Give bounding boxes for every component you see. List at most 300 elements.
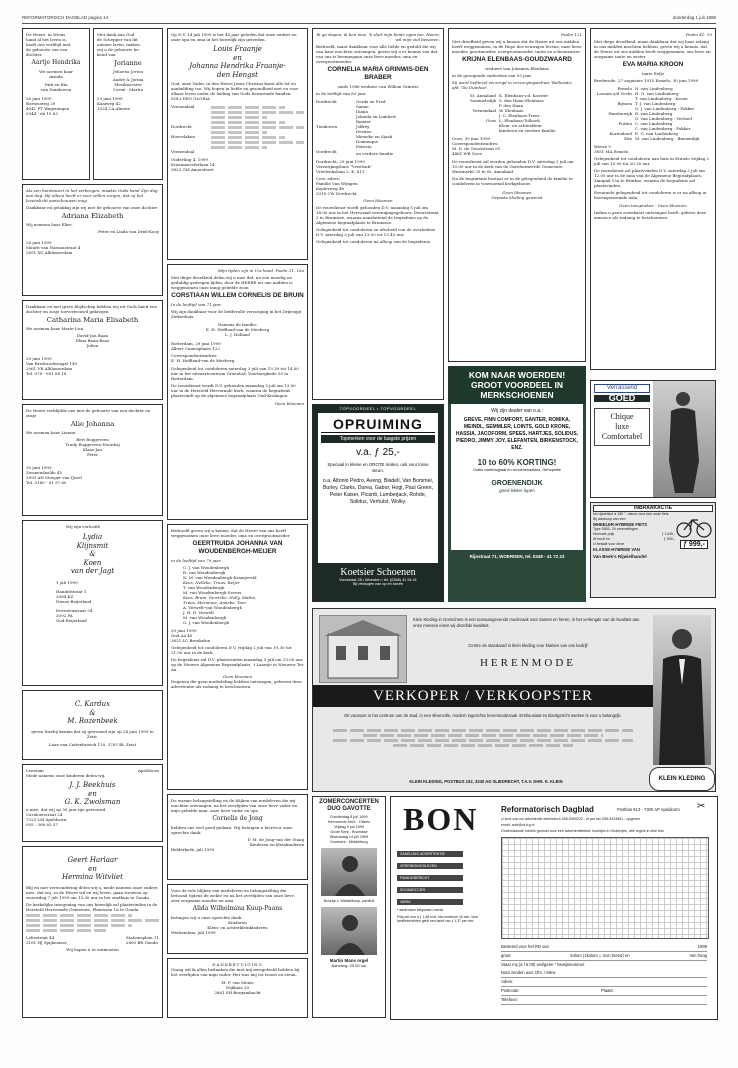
engagement-notice xyxy=(22,520,163,686)
place: Hoevelaken xyxy=(171,134,195,139)
age: In de leeftijd van 71 jaar. xyxy=(171,302,222,307)
places xyxy=(452,93,499,133)
field-size[interactable] xyxy=(501,952,707,961)
family-line: Klein- en achterkleinkinderen xyxy=(207,925,268,930)
names xyxy=(211,104,304,154)
category-option[interactable]: VARIA xyxy=(397,899,463,905)
service-info: De begrafenis zal D.V. plaatsvinden maandag 5 juli om 13.00 uur op de Nieuwe Algemene Begraafplaats, 't Laantje in Nieuwer Ter Aa. xyxy=(171,657,304,672)
parent-line: David-Jan Baan xyxy=(76,333,109,338)
ad-bike-shop xyxy=(590,502,716,598)
dates: Brederode, 27 augustus 1915 Ermelo, 30 juni 1999 xyxy=(594,78,699,83)
date: 28 juni 1999 xyxy=(26,96,52,101)
address-line: 1324 CA Almere xyxy=(97,106,131,111)
family-line: Truus, Marianne, Anneke, Tom xyxy=(183,600,246,605)
place: Veenendaal xyxy=(171,104,195,109)
address-line: 055 - 366 65 37 xyxy=(26,821,58,827)
wedding-notice-harlaar xyxy=(22,846,163,1018)
names xyxy=(635,86,712,141)
address-line: 3851 MA Ermelo xyxy=(594,149,629,154)
text-line xyxy=(211,131,267,134)
condolence-info-2: Eventuele gelegenheid tot condoleren is er na afloop in bovengenoemde aula. xyxy=(594,190,707,200)
place: Tienhoven xyxy=(316,124,338,129)
paper-name: Reformatorisch Dagblad xyxy=(501,805,594,814)
call-name: Wij noemen haar Elise. xyxy=(26,222,73,227)
field-suffix: 1999 xyxy=(697,944,707,949)
field-date[interactable] xyxy=(501,943,707,952)
date: Goes, 30 juni 1999 xyxy=(452,136,491,141)
ad-line: KLASSE-HYBRIDE VAN xyxy=(593,547,640,553)
notice-text: Indien u geen rouwkaart ontvangen heeft, gelieve deze annonce als zodanig te beschouwen. xyxy=(594,210,707,220)
ad-line: Nu rijwielslot á 150 "- nieuw voor een oude fiets xyxy=(593,512,669,517)
performer-photo xyxy=(321,848,377,896)
corr-line: M. D. de Grootstraat 61 xyxy=(452,146,501,151)
body-text: Graag wil ik allen bedanken die met mij meegeleefd hebben bij het overlijden van mijn vader. Het was mij tot troost en steun. xyxy=(171,967,300,977)
family-line: G. van Lindenberg - Verhoef xyxy=(635,116,693,121)
ampersand: & xyxy=(89,708,96,717)
store-address: Voorstraat 28 • Woerden • tel. (0348) 41 54 41 xyxy=(339,578,417,582)
intro-text: Klein Kleding in Gorinchem is een toonaangevende modezaak voor dames en heren, in het verlengde van de kwaliteit aan onze mensen eisen wij dezelfde kwaliteit. xyxy=(413,617,640,628)
address-line: Handelstraat 1 xyxy=(56,588,87,594)
names xyxy=(499,93,582,133)
name-3: den Hengst xyxy=(217,70,258,79)
announcement: Blij en met verwondering delen wij u, mede namens onze ouders mee, dat wij, zo de Heere wil en wij leven, gaan trouwen op woensdag 7 juli 1999 om 13.30 uur in het stadhuis te Gouda. xyxy=(26,884,158,900)
family-line: T. van Lindenberg - Kroon xyxy=(635,96,688,101)
parent-line: Klaas-Jan xyxy=(82,447,102,452)
ad-title: ZOMERCONCERTEN DUO GAVOTTE xyxy=(319,799,379,812)
date: 30 juni 1999 xyxy=(26,465,52,470)
age: in de leeftijd van 79 jaar. xyxy=(171,558,222,563)
field-suffix: mm hoog xyxy=(689,953,707,958)
price-value: ƒ 1449,- xyxy=(661,532,675,537)
family-line: C. van Lindenberg xyxy=(635,121,673,126)
field-postcode[interactable] xyxy=(501,987,707,996)
start-time: Aanvang: 20.00 uur xyxy=(331,963,367,969)
corr-line: 3318 CW Dordrecht xyxy=(316,191,357,196)
conjunction: en xyxy=(233,53,242,62)
title: DANKBETUIGING xyxy=(212,962,263,967)
family-line: J. H. D. Verwelt xyxy=(183,610,214,615)
footer: Geen bloemen xyxy=(222,674,253,679)
person-silhouette-icon xyxy=(653,381,715,497)
store-photo xyxy=(319,615,407,683)
announcement: Dankbaar en met grote blijdschap hebben wij uit Gods hand een dochter en zusje toevertrouwd gekregen xyxy=(26,304,157,314)
vacancy-text: Dit vacature in het centrum van de stad, in een sfeervolle, modern ingerichte herenmodezaak. Enthousiast en klantgericht werken is voor u belangrijk. xyxy=(344,713,622,718)
intro-verse: Mijn tijden zijn in Uw hand. Psalm 31: 16a xyxy=(217,268,304,273)
category-option[interactable]: FAMILIEBERICHT xyxy=(397,875,463,881)
model-photo xyxy=(653,615,711,765)
parent-line: Julien xyxy=(86,343,99,348)
slogan-3: Comfortabel xyxy=(601,432,643,442)
store-address: Rijnstraat 71, WOERDEN, tel. 0348 - 41 72 23 xyxy=(469,554,565,559)
name-last: Klijnsmit xyxy=(76,541,109,550)
names xyxy=(356,99,440,156)
address-line: 3823 GM Amersfoort xyxy=(171,167,214,172)
slogan-2: luxe xyxy=(615,422,629,432)
concert-line: Koorkerk - Middelburg xyxy=(330,840,368,844)
family-line: Gerda en Fred xyxy=(356,99,386,104)
price-info: Prijs per mm à ƒ 1,68 excl. btw minimum 16 mm. Voor familieberichten geldt een tarief van ƒ 1,37 per mm. xyxy=(397,915,479,924)
vacancy-body xyxy=(333,727,633,749)
deceased-name: GEERTRUIDA JOHANNA VAN WOUDENBERGH-MEIJER xyxy=(192,540,283,555)
death-notice-de-bruin xyxy=(167,264,308,520)
place: Kortenhoef xyxy=(609,131,632,136)
announcement: Met diepe droefheid, maar dankbaar dat wij haar zolang in ons midden mochten hebben, geven wij u kennis, dat de Heere uit ons midden heeft weggenomen, ons lieve en zorgzame tante en zuster xyxy=(594,39,711,59)
service-info: De rouwdienst wordt gehouden D.V. maandag 5 juli om 14.00 uur in het Hervormd verenigingsgebouw, Dwarsstraat 3 te Bruinisse, waarna aansluitend de begrafenis op de Algemene begraafplaats te Bruinisse. xyxy=(316,205,439,225)
ad-koetsier-schoenen xyxy=(312,404,444,602)
family-line: Klein- en achterklein- xyxy=(499,123,543,128)
address-line: Albert Camusplaats 122 xyxy=(171,346,220,351)
text-line xyxy=(26,919,159,922)
footer: Geen bloemen xyxy=(502,190,532,195)
category-list xyxy=(397,849,493,923)
address-line: Leliestraat 44 xyxy=(26,934,55,940)
order-fields xyxy=(501,943,707,1005)
discount: 10 to 60% KORTING! xyxy=(477,458,557,467)
place: Ermelo xyxy=(617,86,632,91)
intro-verse: Ik ga slapen, ik ben moe, 'k sluit mijn beide ogen toe. Heere, wil mijn ziel bewaren. xyxy=(316,32,440,42)
text-line xyxy=(211,116,267,119)
conjunction: en xyxy=(88,864,97,873)
family-line: Reinier xyxy=(356,119,371,124)
footer: Geen bloemen xyxy=(274,401,304,406)
ad-slogan xyxy=(594,408,650,446)
family-line: Patricia xyxy=(356,144,372,149)
date: Dordrecht, 29 juni 1999 xyxy=(316,159,365,164)
address-line: 0344 - 66 15 83 xyxy=(26,111,58,116)
concert-line: Woensdag 14 juli 1999 xyxy=(329,835,369,839)
full-name: Johanna Jorina xyxy=(113,69,143,74)
place: Loenen a/d Vecht xyxy=(596,91,632,96)
places xyxy=(594,86,635,141)
small-print: Gratis voetfotograaf en schoenenadvies, Orthopedie xyxy=(472,468,562,472)
intro-line-3: nieuwe leven, maken xyxy=(97,42,140,47)
parents: Dirk en Ria xyxy=(44,82,68,87)
death-notice-kroon xyxy=(590,28,716,370)
announcement: Dankbaar en gelukkig zijn wij met de geboorte van onze dochter xyxy=(26,205,158,210)
field-address[interactable]: Adres: xyxy=(501,978,707,987)
address-line: 3084 KZ xyxy=(56,593,74,599)
ad-body xyxy=(451,404,583,550)
family-line: S. den Haan-Elenbaas xyxy=(499,98,544,103)
address-line: 2961 VR Alblasserdam xyxy=(26,366,73,371)
big-price: ƒ 999,- xyxy=(680,540,708,549)
family-line: E. H. Hoffland-van de Meeberg xyxy=(205,327,270,332)
family-line: Kinderen xyxy=(228,920,247,925)
place: Goes xyxy=(485,118,496,123)
price-value: ƒ 500,- xyxy=(663,537,675,542)
birth-notice-jorianne xyxy=(93,28,163,180)
birth-notice-alie xyxy=(22,404,163,516)
family-line: N. M. van Woudenbergh-Kraaijeveld xyxy=(183,575,257,580)
text-line xyxy=(211,111,304,114)
footer: Geen toespraken - Geen bloemen xyxy=(619,203,687,208)
family-line: Kees, Nelleke, Truus, Reijer xyxy=(183,580,240,585)
name-last-2: van der Jagt xyxy=(70,567,115,575)
slogan-1: Chique xyxy=(610,412,634,422)
headline-3: MERKSCHOENEN xyxy=(480,390,554,400)
call-name-intro: We noemen haar xyxy=(38,69,74,74)
place-left: Leersum xyxy=(26,768,44,773)
condolence-info: Gelegenheid tot condoleren aan huis in Ermelo vrijdag 2 juli van 19.00 tot 20.30 uur. xyxy=(594,156,710,166)
text-line xyxy=(211,121,285,124)
deceased-name: EVA MARIA KROON xyxy=(622,61,684,68)
date: Ouderling 4, 1999 xyxy=(171,157,208,162)
intro-verse: Psalm 41: 10 xyxy=(685,32,712,37)
name-2: Johanna Hendrika Fraanje- xyxy=(189,62,286,70)
announcement: Mede namens onze kinderen delen wij, xyxy=(26,773,106,778)
baby-name: Alie Johanna xyxy=(70,420,115,428)
text-line xyxy=(393,744,573,747)
family-line: Jolanda en Lambert xyxy=(356,114,396,119)
places xyxy=(171,104,211,154)
address-line: Stationsplein 11 xyxy=(125,934,159,940)
price-label: Af inruil en xyxy=(593,537,610,542)
address-line: Tel. 078 - 691 68 18 xyxy=(26,371,67,376)
family-line: M. van Woudenbergh xyxy=(183,615,227,620)
intro-line-2: de Schepper van dit xyxy=(97,37,138,42)
text-line xyxy=(211,136,285,139)
family-line: K. Elenbaas-v.d. Kooster xyxy=(499,93,549,98)
field-proof[interactable]: Staar mij (à f 5.00) wel/geen * bewijsnummer. xyxy=(501,962,586,967)
address-line: 3621 LC Breukelen xyxy=(171,638,211,643)
condolence-info: Na de begrafenis bestaat er in de gelegenheid de familie te condoleren in voornoemd kerkgebouw. xyxy=(452,176,573,186)
name-1: C. Kardux xyxy=(74,700,111,708)
date: 29 juni 1999 xyxy=(97,96,123,101)
store-footer: Bij verbogen van op en boven xyxy=(352,582,404,586)
baby-name: Jorianne xyxy=(114,59,142,67)
body-text: betuigen wij u onze oprechte dank. xyxy=(171,915,243,920)
ad-title: INBRAAKACTIE xyxy=(593,505,713,512)
call-name: Arinda xyxy=(49,74,63,79)
family-line: Namens de familie: xyxy=(217,322,258,327)
ad-verrassend-goed xyxy=(590,380,716,498)
family-line: Mieneke en Sjaak xyxy=(356,134,393,139)
deceased-name: KRIJNA ELENBAAS-GOUDZWAARD xyxy=(462,56,572,63)
text-line xyxy=(363,734,603,737)
corr-line: Correspondentieadres: xyxy=(452,141,499,146)
text-grid-input[interactable] xyxy=(501,837,709,939)
address-line: 2861 SH Bergambacht xyxy=(214,990,261,995)
announcement: Bedroefd geven wij u kennis, dat de Heere van ons heeft weggenomen onze lieve moeder, oma en overgrootmoeder xyxy=(171,528,290,538)
place: Hardenwijk xyxy=(608,111,632,116)
announcement: Met diepe droefheid delen wij u mee dat, na een moedig en geduldig gedragen lijden, door de HEERE uit ons midden is weggenomen onze innig geliefde zoon xyxy=(171,275,293,290)
call-name: We noemen haar Marie-Lisa. xyxy=(26,326,85,331)
call-name: We noemen haar Lianne. xyxy=(26,430,77,435)
address-line: Dijkhuis 10 xyxy=(226,985,249,990)
announcement-2: u mee, dat wij op 30 juni zijn getrouwd. xyxy=(26,806,107,812)
name-1: Louis Fraanje xyxy=(213,45,262,53)
place: Ede xyxy=(624,136,632,141)
place-right: Apeldoorn xyxy=(138,768,159,773)
deceased-name: CORNELIA MARIA GRINWIS-DEN BRABER xyxy=(327,66,429,81)
family-line: Sanne xyxy=(356,104,369,109)
place: St. Annaland xyxy=(469,93,496,98)
anniversary-notice-fraanje xyxy=(167,28,308,260)
category-option[interactable]: VERENIGINGSLEVEN xyxy=(397,863,463,869)
brands: o.a. Altonio Pedro, Aveng, Bladell, Van Bommel, Burley, Clarks, Durea, Gabor, Hogl, Paul Green, Peter Kaiser, Picardi, Lumberjack, Rohde, Solidus, Verhulst, Wolky. xyxy=(322,478,434,505)
field-mid: kolom (1kolom = 4cm breed) en xyxy=(570,953,630,958)
service-info: De rouwdienst zal worden gehouden D.V. zaterdag 3 juli om 10.00 uur in de kerk van de Gereformeerde Gemeente, Westmarkt 35 te St. Annaland. xyxy=(452,159,574,174)
ad-order-form xyxy=(390,796,718,1020)
service-info: De rouwdienst wordt D.V. gehouden maandag 5 juli om 13.00 uur in de Hersteld Hervormde Kerk, waarna de begrafenis plaatsvindt op de algemene begraafplaats Oud-Kralingen. xyxy=(171,383,296,398)
field-phone[interactable]: Telefoon: xyxy=(501,996,707,1005)
store-slogan: goed lekker lopen xyxy=(499,488,535,493)
ad-line: Bij aankoop van een xyxy=(593,517,626,522)
page-header xyxy=(22,15,716,24)
name-2: G. K. Zwolsman xyxy=(64,798,121,806)
deceased-name: Cornelis de Jong xyxy=(212,815,263,822)
headline-2: GROOT VOORDEEL IN xyxy=(471,380,563,390)
condolence-info-2: Gelegenheid tot condoleren na afloop van de begrafenis. xyxy=(316,239,432,244)
family-line: J. C. Elenbaas-Treur xyxy=(499,113,540,118)
ad-groenendijk xyxy=(448,366,586,602)
address-line: 3092 PA xyxy=(56,612,73,618)
vacancy-title: VERKOPER / VERKOOPSTER xyxy=(313,685,653,707)
ad-headline xyxy=(448,366,586,404)
ad-line: WHEELER-HYBRIDE FIETS xyxy=(593,522,648,528)
place: Putten xyxy=(618,121,632,126)
field-invoice[interactable]: Nota zenden aan: Dhr. / Mevr. xyxy=(501,969,707,978)
place: Dordrecht xyxy=(316,99,337,104)
address-line: 7325 LM Apeldoorn xyxy=(26,816,67,822)
herenmode-label: HERENMODE xyxy=(479,657,577,669)
klein-logo: KLEIN KLEDING xyxy=(649,767,715,791)
address-line: Everstenstraat 54 xyxy=(56,607,93,613)
paper-address: Postbus 613 - 7300 AP Apeldoorn xyxy=(617,807,680,812)
address-line: Weeze 9 xyxy=(594,144,611,149)
correspondence-label: Correspondentieadres: xyxy=(171,353,218,358)
ad-line: U betaalt voor deze xyxy=(593,542,625,547)
baby-name: Catharina Maria Elisabeth xyxy=(46,316,139,324)
address-line: Borneoweg 29 xyxy=(26,101,56,106)
person-icon xyxy=(321,848,379,896)
address-line: Kaaiweg 42 xyxy=(97,101,121,106)
center-text: Centre de standaard in klein kleding voor klanten van ons bedrijf xyxy=(468,643,588,648)
intro-line-4: de geboorte van een xyxy=(26,47,68,52)
ad-body xyxy=(593,512,713,560)
death-notice-grinwis xyxy=(312,28,444,400)
addresses xyxy=(26,935,159,945)
place-date: Werkendam, juli 1999 xyxy=(171,930,216,935)
parents-3: Corné - Martin xyxy=(112,87,144,92)
building-icon xyxy=(320,616,406,682)
family-line: en verdere familie xyxy=(356,151,394,156)
concert-line: Grote Kerk - Bruinisse xyxy=(330,830,368,834)
family-line: R. van Woudenbergh xyxy=(183,570,226,575)
address: Laan van Cattenbroeck 120, 3703 BL Zeist xyxy=(48,741,137,747)
address-line: Oud-Beijerland xyxy=(56,617,87,623)
family-line: N. van Lindenberg xyxy=(635,86,673,91)
widow-of: weduwe van Johannis Elenbaas xyxy=(485,66,549,71)
marriage-notice-beekhuis xyxy=(22,764,163,842)
motto: SOLI DEO GLORIA xyxy=(171,96,210,101)
intro-line-1: De Heere, in Wiens xyxy=(26,32,66,37)
announcement: De warme belangstelling en de blijken van medeleven die wij mochten ontvangen, na het overlijden van onze lieve vader en mijn geliefde man, onze lieve vader en opa xyxy=(171,798,298,813)
parent-line: Bert Roggeveen xyxy=(76,437,109,442)
ad-text xyxy=(591,381,653,497)
intro-line-5: kend van xyxy=(97,52,116,57)
baby-name: Adriana Elizabeth xyxy=(61,212,124,220)
family-line: C. J. van Woudenbergh xyxy=(183,565,230,570)
thanks-notice-kuup-paans xyxy=(167,884,308,954)
concert-line: Vrijdag 9 juli 1999 xyxy=(333,825,365,829)
name-2: Hermina Witvliet xyxy=(62,873,123,881)
price-label: Normale prijs xyxy=(593,532,615,537)
address-line: Cavaloerstraat 24 xyxy=(26,811,63,817)
text-line xyxy=(211,146,267,149)
brand-list: GREVE, FINN COMFORT, GANTER, ROMIKA, MEINDL, SEMMLER, LOINTS, GOLD KRONE, HASSIA, JACOFORM, SPEES, HARTJES, SOLIDUS, PIEDRO, JIMMY JOY, ELEFANTEN, BIRKENSTOCK, ENZ. xyxy=(455,417,579,451)
ad-klein-kleding xyxy=(312,608,716,792)
announcement: Op D.V. 14 juli 1999 is het 45 jaar geleden dat onze ouders en onze opa en oma in het huwelijk zijn getreden. xyxy=(171,32,297,42)
address-line: 2161 HJ Spijkenisse xyxy=(26,939,67,945)
footer: Wij hopen u te ontmoeten xyxy=(66,946,119,952)
family-line: M. van Woudenbergh-Severs xyxy=(183,590,242,595)
ad-layout xyxy=(591,381,715,497)
name-1: J. J. Beekhuis xyxy=(69,781,116,789)
place: Dordrecht xyxy=(171,124,192,129)
address-line: Van Brederodesingel 149 xyxy=(26,361,78,366)
family-list xyxy=(183,565,304,625)
man-in-suit-icon xyxy=(653,615,711,765)
family-line: Desiree xyxy=(356,129,372,134)
parents-2: van Duinhoven xyxy=(40,87,72,92)
date: 29 juni 1999 xyxy=(26,356,52,361)
family-line: P. den Haan xyxy=(499,103,524,108)
field-label-2: Plaats: xyxy=(601,988,614,993)
category-note: * aankruisen belgstaat u wenst xyxy=(397,908,444,912)
name-2: M. Rozenbeek xyxy=(67,717,118,725)
model-photo xyxy=(653,381,715,497)
widow-of: sinds 1986 weduwe van Willem Grinwis xyxy=(337,84,419,89)
family-line: G. J. van Lindenberg - Fokker xyxy=(635,106,695,111)
page-header-right: donderdag 1 juli 1999 xyxy=(672,15,716,20)
date: 28 juni 1999 xyxy=(26,240,52,245)
ad-line: Type 5500, 24 versnellingen xyxy=(593,527,638,532)
address-line: Oud Aa 40 xyxy=(171,633,193,638)
correspondence-name: E. H. Hoffland-van de Meeberg xyxy=(171,358,235,363)
address-line: 2800 BR Gouda xyxy=(125,939,158,945)
announcement: Voor de vele blijken van medeleven en belangstelling die betoond tijdens de ziekte en na het overlijden van onze lieve, zeer zorgzame moeder en oma xyxy=(171,888,296,903)
birth-notice-catharina xyxy=(22,300,163,400)
date: 29 juni 1999 xyxy=(171,628,197,633)
corr-line: Corr. adres: xyxy=(316,176,341,181)
family-line: H. G. van Lindenberg xyxy=(635,91,679,96)
text-line xyxy=(211,141,304,144)
category-option[interactable]: SCHAKELTJES xyxy=(397,887,463,893)
intro-line-2: hand al het leven is, xyxy=(26,37,67,42)
family-line: M. van Lindenberg - Binnendijk xyxy=(635,136,700,141)
text-line xyxy=(26,914,132,917)
announcement-2: De kerkelijke inzegening van ons huwelijk zal plaatsvinden in de Hersteld Hervormde Gemeente, Plantsoen 1a te Gouda. xyxy=(26,901,158,912)
death-notice-van-woudenbergh xyxy=(167,524,308,790)
family-line: T. J. van Lindenberg xyxy=(635,101,676,106)
contact-address: KLEIN KLEDING, POSTBUS 152, 3340 AD SLIEDRECHT, T.A.V. DHR. K. KLEIN xyxy=(409,779,563,784)
ad-text xyxy=(593,512,675,560)
ampersand: & xyxy=(89,550,96,558)
intro-verse: Als een hardsnoeri in het verborgen, maakte Gods hand Zijn dag aan dag. Hij alleen heeft er voor willen zorgen, dat zij het levenslicht aanschouwen mag. xyxy=(26,188,158,203)
category-option[interactable]: ZAKELIJKE ADVERTENTIE xyxy=(397,851,463,857)
address-line: Kraanmeesterlaan 14 xyxy=(171,162,215,167)
ad-body xyxy=(318,413,438,563)
family-line: L. Elenbaas-Tolhoek xyxy=(499,118,540,123)
ad-top-banner: TOPVOORDEEL • TOPVOORDEEL xyxy=(339,406,417,411)
address-line: Zwanendaalde 45 xyxy=(26,470,63,475)
performer-photo xyxy=(321,907,377,955)
announcement: Bedroefd, maar dankbaar voor alle liefde en geduld die wij van haar mochten ontvangen, geven wij u er kennis van dat van ons is heengegaan onze lieve moeder, oma en overgrootmoeder xyxy=(316,44,438,64)
announcement: geven hierbij kennis dat zij getrouwd zijn op 24 juni 1999 te Zeist. xyxy=(31,728,154,739)
page-header-left: REFORMATORISCH DAGBLAD pagina 14 xyxy=(22,15,109,20)
bon-title: BON xyxy=(403,801,479,837)
